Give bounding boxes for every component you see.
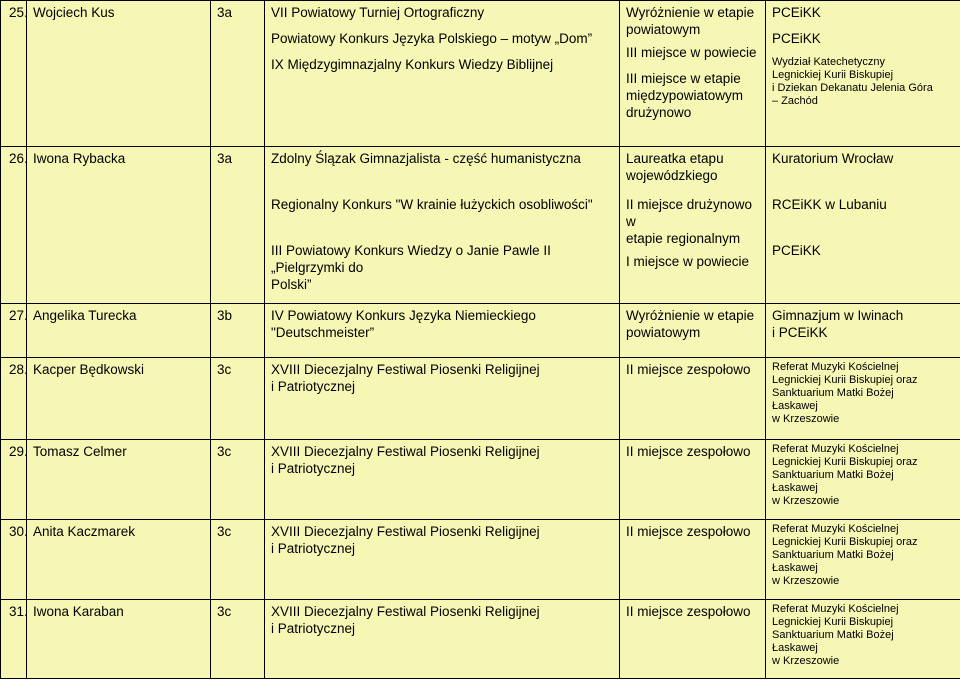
student-name: Iwona Rybacka: [27, 147, 211, 304]
row-number: 27.: [1, 304, 27, 358]
result: I miejsce w powiecie: [626, 254, 750, 269]
row-number: 31.: [1, 600, 27, 679]
student-name: Anita Kaczmarek: [27, 520, 211, 600]
student-class: 3b: [211, 304, 265, 358]
contest-name: IX Międzygimnazjalny Konkurs Wiedzy Biblijnej: [271, 57, 554, 72]
organizer: Referat Muzyki Kościelnej Legnickiej Kurii Biskupiej Sanktuarium Matki Bożej Łaskawej w Krzeszowie: [772, 603, 899, 667]
contest-name: XVIII Diecezjalny Festiwal Piosenki Religijnej i Patriotycznej: [271, 362, 540, 394]
contest-name: XVIII Diecezjalny Festiwal Piosenki Religijnej i Patriotycznej: [271, 444, 540, 476]
table-row: [1, 147, 960, 304]
student-class: 3a: [211, 1, 265, 147]
contest-name: Powiatowy Konkurs Języka Polskiego – motyw „Dom”: [271, 31, 593, 46]
student-class: 3a: [211, 147, 265, 304]
contest-name-cell: [265, 304, 620, 358]
table-row: [1, 520, 960, 600]
table-row: [1, 600, 960, 679]
row-number: 28.: [1, 358, 27, 440]
organizer: RCEiKK w Lubaniu: [772, 197, 887, 212]
contest-name-cell: [265, 440, 620, 520]
organizer: Referat Muzyki Kościelnej Legnickiej Kurii Biskupiej oraz Sanktuarium Matki Bożej Łaskawej w Krzeszowie: [772, 523, 918, 587]
organizer: Referat Muzyki Kościelnej Legnickiej Kurii Biskupiej oraz Sanktuarium Matki Bożej Łaskawej w Krzeszowie: [772, 361, 918, 425]
organizer: PCEiKK: [772, 5, 821, 20]
result: II miejsce zespołowo: [626, 362, 751, 377]
result-cell: [620, 358, 766, 440]
student-name: Wojciech Kus: [27, 1, 211, 147]
contest-name-cell: [265, 600, 620, 679]
table-row: [1, 440, 960, 520]
student-name: Angelika Turecka: [27, 304, 211, 358]
awards-table-body: [1, 1, 960, 679]
table-row: [1, 1, 960, 147]
result: III miejsce w etapie międzypowiatowym drużynowo: [626, 71, 744, 120]
organizer: Gimnazjum w Iwinach i PCEiKK: [772, 308, 904, 340]
student-class: 3c: [211, 600, 265, 679]
result: II miejsce zespołowo: [626, 444, 751, 459]
result-cell: [620, 147, 766, 304]
contest-name-cell: [265, 358, 620, 440]
contest-name: Regionalny Konkurs "W krainie łużyckich osobliwości": [271, 197, 593, 212]
student-class: 3c: [211, 440, 265, 520]
contest-name: III Powiatowy Konkurs Wiedzy o Janie Pawle II „Pielgrzymki do Polski”: [271, 243, 551, 292]
contest-name-cell: [265, 1, 620, 147]
result-cell: [620, 600, 766, 679]
result-cell: [620, 304, 766, 358]
organizer-cell: [766, 304, 960, 358]
organizer-cell: [766, 358, 960, 440]
organizer-cell: [766, 520, 960, 600]
row-number: 30.: [1, 520, 27, 600]
result-cell: [620, 520, 766, 600]
student-class: 3c: [211, 520, 265, 600]
table-row: [1, 358, 960, 440]
contest-name: XVIII Diecezjalny Festiwal Piosenki Religijnej i Patriotycznej: [271, 604, 540, 636]
student-name: Kacper Będkowski: [27, 358, 211, 440]
table-row: [1, 304, 960, 358]
organizer-cell: [766, 440, 960, 520]
contest-name: XVIII Diecezjalny Festiwal Piosenki Religijnej i Patriotycznej: [271, 524, 540, 556]
contest-name: Zdolny Ślązak Gimnazjalista - część humanistyczna: [271, 151, 581, 166]
result: Wyróżnienie w etapie powiatowym: [626, 5, 755, 37]
result-cell: [620, 1, 766, 147]
organizer: Wydział Katechetyczny Legnickiej Kurii Biskupiej i Dziekan Dekanatu Jelenia Góra – Zachód: [772, 56, 933, 107]
student-name: Iwona Karaban: [27, 600, 211, 679]
organizer-cell: [766, 1, 960, 147]
organizer-cell: [766, 600, 960, 679]
organizer-cell: [766, 147, 960, 304]
student-class: 3c: [211, 358, 265, 440]
student-name: Tomasz Celmer: [27, 440, 211, 520]
organizer: Referat Muzyki Kościelnej Legnickiej Kurii Biskupiej oraz Sanktuarium Matki Bożej Łaskawej w Krzeszowie: [772, 443, 918, 507]
organizer: PCEiKK: [772, 243, 821, 258]
result: II miejsce drużynowo w etapie regionalnym: [626, 197, 753, 246]
row-number: 25.: [1, 1, 27, 147]
result: III miejsce w powiecie: [626, 45, 757, 60]
organizer: Kuratorium Wrocław: [772, 151, 894, 166]
row-number: 26.: [1, 147, 27, 304]
result: II miejsce zespołowo: [626, 604, 751, 619]
row-number: 29.: [1, 440, 27, 520]
result-cell: [620, 440, 766, 520]
contest-name-cell: [265, 520, 620, 600]
contest-name: IV Powiatowy Konkurs Języka Niemieckiego "Deutschmeister”: [271, 308, 536, 340]
result: Laureatka etapu wojewódzkiego: [626, 151, 724, 183]
contest-name-cell: [265, 147, 620, 304]
result: Wyróżnienie w etapie powiatowym: [626, 308, 755, 340]
contest-name: VII Powiatowy Turniej Ortograficzny: [271, 5, 485, 20]
result: II miejsce zespołowo: [626, 524, 751, 539]
organizer: PCEiKK: [772, 31, 821, 46]
